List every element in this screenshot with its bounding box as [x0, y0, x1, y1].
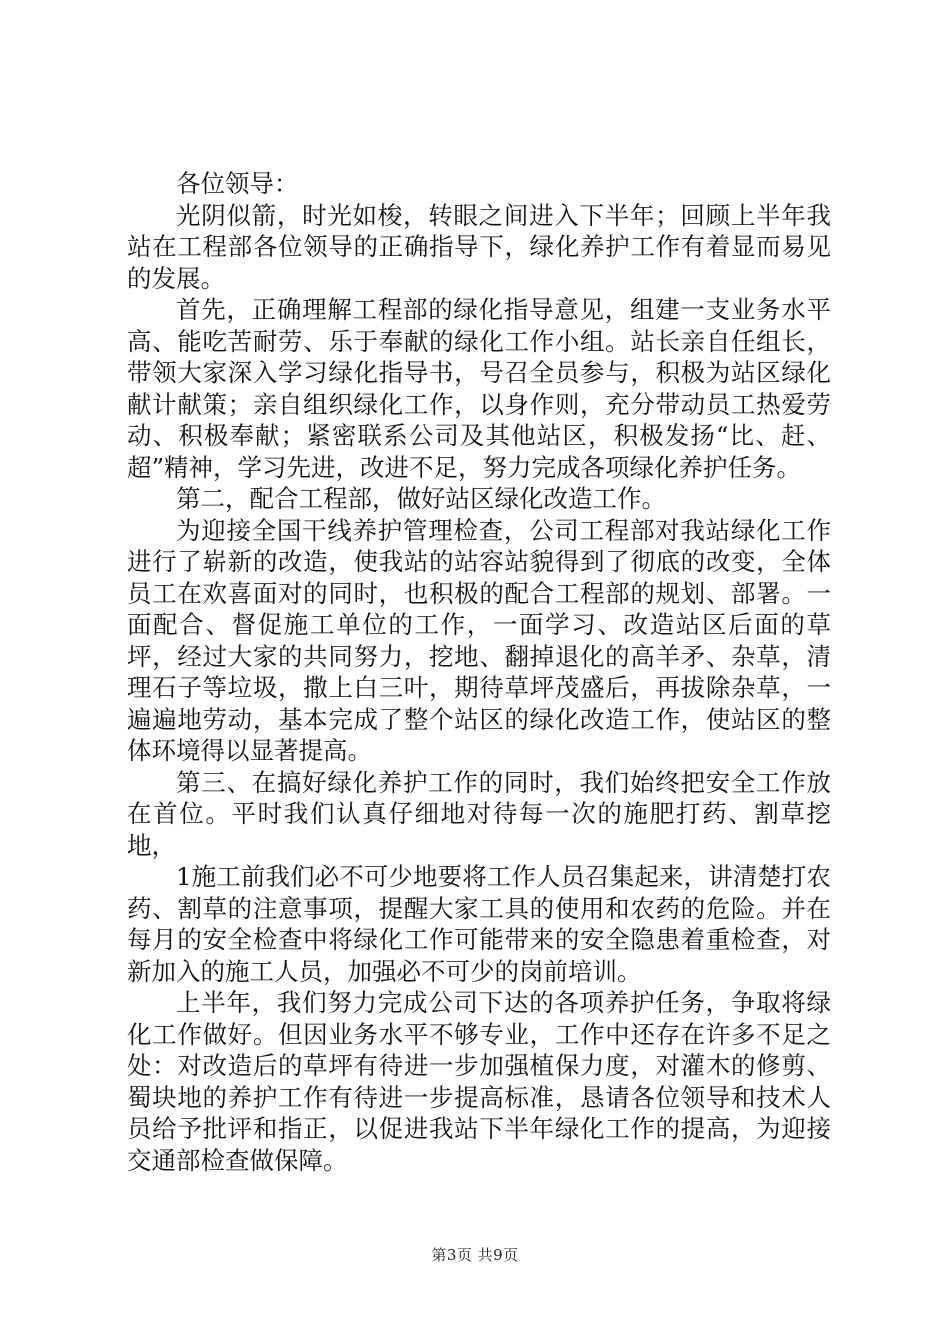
paragraph-summary: 上半年，我们努力完成公司下达的各项养护任务，争取将绿化工作做好。但因业务水平不够专业，工作中还存在许多不足之处：对改造后的草坪有待进一步加强植保力度，对灌木的修剪、蜀块地的养护工作有待进一步提高标准，恳请各位领导和技术人员给予批评和指正，以促进我站下半年绿化工作的提高，为迎接交通部检查做保障。: [127, 988, 831, 1175]
paragraph-intro: 光阴似箭，时光如梭，转眼之间进入下半年；回顾上半年我站在工程部各位领导的正确指导下，绿化养护工作有着显而易见的发展。: [127, 200, 831, 293]
page-footer: [0, 1244, 950, 1265]
page-number: 第3页 共9页: [431, 1246, 519, 1264]
paragraph-safety-item: 1施工前我们必不可少地要将工作人员召集起来，讲清楚打农药、割草的注意事项，提醒大家工具的使用和农药的危险。并在每月的安全检查中将绿化工作可能带来的安全隐患着重检查，对新加入的施工人员，加强必不可少的岗前培训。: [127, 862, 831, 986]
paragraph-second-heading: 第二，配合工程部，做好站区绿化改造工作。: [176, 484, 666, 513]
paragraph-third: 第三、在搞好绿化养护工作的同时，我们始终把安全工作放在首位。平时我们认真仔细地对待每一次的施肥打药、割草挖地，: [127, 767, 831, 860]
salutation: 各位领导：: [176, 169, 299, 198]
paragraph-first: 首先，正确理解工程部的绿化指导意见，组建一支业务水平高、能吃苦耐劳、乐于奉献的绿化工作小组。站长亲自任组长，带领大家深入学习绿化指导书，号召全员参与，积极为站区绿化献计献策；亲自组织绿化工作，以身作则，充分带动员工热爱劳动、积极奉献；紧密联系公司及其他站区，积极发扬“比、赶、超”精神，学习先进，改进不足，努力完成各项绿化养护任务。: [127, 295, 831, 482]
document-body: [127, 168, 831, 1176]
paragraph-second-body: 为迎接全国干线养护管理检查，公司工程部对我站绿化工作进行了崭新的改造，使我站的站容站貌得到了彻底的改变，全体员工在欢喜面对的同时，也积极的配合工程部的规划、部署。一面配合、督促施工单位的工作，一面学习、改造站区后面的草坪，经过大家的共同努力，挖地、翻掉退化的高羊矛、杂草，清理石子等垃圾，撒上白三叶，期待草坪茂盛后，再拔除杂草，一遍遍地劳动，基本完成了整个站区的绿化改造工作，使站区的整体环境得以显著提高。: [127, 515, 831, 765]
